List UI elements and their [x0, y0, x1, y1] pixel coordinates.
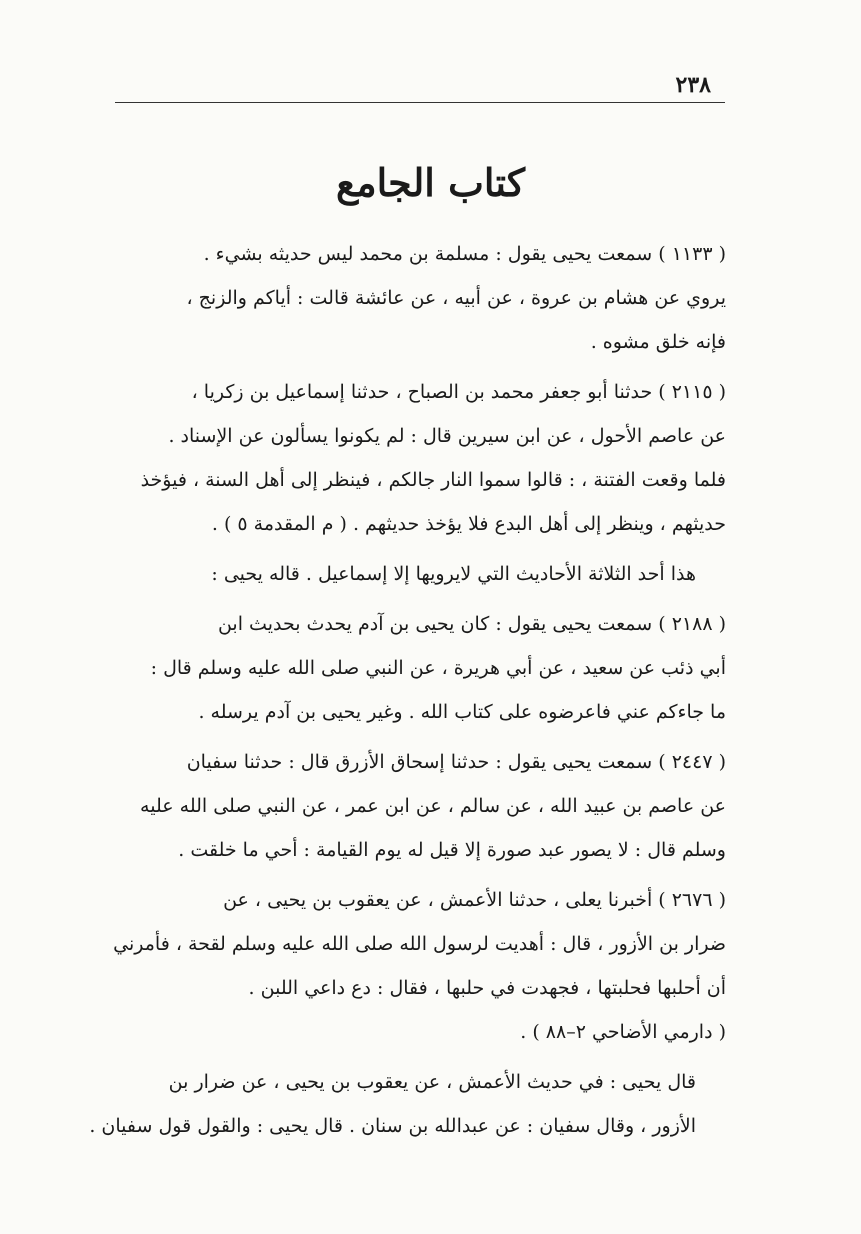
text-line: ( دارمي الأضاحي ٢–٨٨ ) .	[520, 1021, 726, 1043]
hadith-2676	[113, 878, 726, 1054]
hadith-2188	[126, 602, 726, 734]
text-line: ضرار بن الأزور ، قال : أهديت لرسول الله صلى الله عليه وسلم لقحة ، فأمرني	[113, 933, 726, 955]
text-line: حديثهم ، وينظر إلى أهل البدع فلا يؤخذ حديثهم . ( م المقدمة ٥ ) .	[211, 513, 726, 535]
text-line: وسلم قال : لا يصور عبد صورة إلا قيل له يوم القيامة : أحي ما خلقت .	[178, 839, 726, 861]
commentary-note	[126, 552, 726, 596]
body-text	[89, 232, 726, 1154]
text-line: ( ٢٤٤٧ ) سمعت يحيى يقول : حدثنا إسحاق الأزرق قال : حدثنا سفيان	[186, 751, 726, 773]
book-title: كتاب الجامع	[336, 160, 525, 205]
text-line: قال يحيى : في حديث الأعمش ، عن يعقوب بن يحيى ، عن ضرار بن	[168, 1071, 696, 1093]
hadith-1133	[126, 232, 726, 364]
header-rule	[115, 102, 725, 103]
text-line: ( ١١٣٣ ) سمعت يحيى يقول : مسلمة بن محمد ليس حديثه بشيء .	[203, 243, 726, 265]
text-line: الأزور ، وقال سفيان : عن عبدالله بن سنان . قال يحيى : والقول قول سفيان .	[89, 1115, 696, 1137]
text-line: عن عاصم الأحول ، عن ابن سيرين قال : لم يكونوا يسألون عن الإسناد .	[168, 425, 726, 447]
text-line: يروي عن هشام بن عروة ، عن أبيه ، عن عائشة قالت : أياكم والزنج ،	[186, 287, 726, 309]
text-line: هذا أحد الثلاثة الأحاديث التي لايرويها إلا إسماعيل . قاله يحيى :	[211, 563, 696, 585]
text-line: عن عاصم بن عبيد الله ، عن سالم ، عن ابن عمر ، عن النبي صلى الله عليه	[140, 795, 726, 817]
text-line: فلما وقعت الفتنة ، : قالوا سموا النار جالكم ، فينظر إلى أهل السنة ، فيؤخذ	[140, 469, 726, 491]
hadith-2447	[126, 740, 726, 872]
text-line: أبي ذئب عن سعيد ، عن أبي هريرة ، عن النبي صلى الله عليه وسلم قال :	[150, 657, 726, 679]
text-line: أن أحلبها فحلبتها ، فجهدت في حلبها ، فقال : دع داعي اللبن .	[248, 977, 726, 999]
text-line: ( ٢١١٥ ) حدثنا أبو جعفر محمد بن الصباح ، حدثنا إسماعيل بن زكريا ،	[191, 381, 726, 403]
text-line: ما جاءكم عني فاعرضوه على كتاب الله . وغير يحيى بن آدم يرسله .	[198, 701, 726, 723]
text-line: فإنه خلق مشوه .	[590, 331, 726, 353]
text-line: ( ٢٦٧٦ ) أخبرنا يعلى ، حدثنا الأعمش ، عن يعقوب بن يحيى ، عن	[223, 889, 726, 911]
closing-note	[89, 1060, 726, 1148]
page-number: ٢٣٨	[675, 72, 711, 98]
hadith-2115	[126, 370, 726, 546]
text-line: ( ٢١٨٨ ) سمعت يحيى يقول : كان يحيى بن آدم يحدث بحديث ابن	[217, 613, 726, 635]
